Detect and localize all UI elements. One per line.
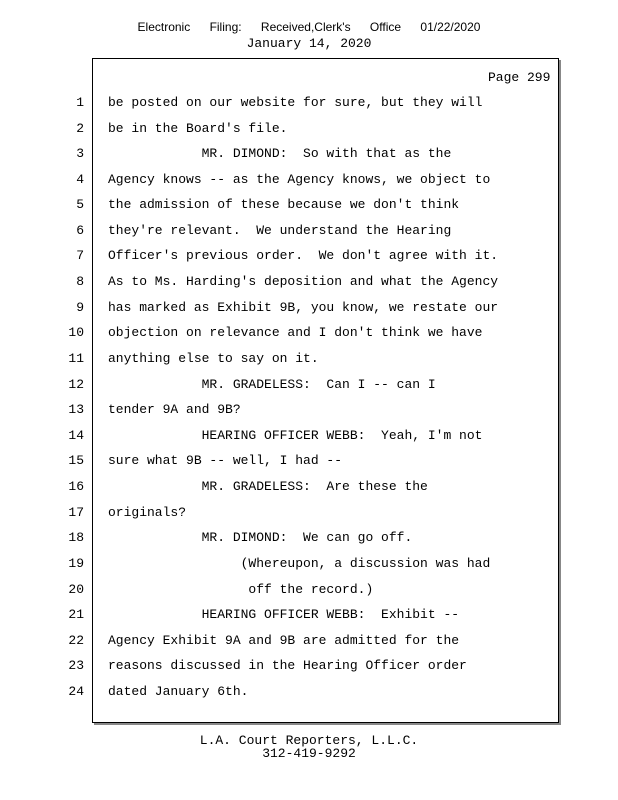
page-number: Page 299 [488,70,551,85]
line-text: Agency knows -- as the Agency knows, we object to [108,172,491,187]
line-text: HEARING OFFICER WEBB: Yeah, I'm not [108,428,483,443]
line-number: 20 [68,582,84,597]
stamp-filing: Filing: [209,20,242,34]
stamp-date: 01/22/2020 [420,20,481,34]
court-reporter-name: L.A. Court Reporters, L.L.C. [199,733,419,748]
line-number: 4 [76,172,84,187]
court-reporter-phone: 312-419-9292 [262,746,356,761]
line-number: 18 [68,530,84,545]
line-number: 5 [76,197,84,212]
line-text: MR. GRADELESS: Can I -- can I [108,377,436,392]
line-number: 15 [68,453,84,468]
line-number: 14 [68,428,84,443]
line-text: Agency Exhibit 9A and 9B are admitted for the [108,633,460,648]
line-number: 17 [68,505,84,520]
line-number: 6 [76,223,84,238]
line-number: 1 [76,95,84,110]
line-number: 13 [68,402,84,417]
line-number: 19 [68,556,84,571]
line-text: sure what 9B -- well, I had -- [108,453,343,468]
line-number: 23 [68,658,84,673]
line-text: MR. GRADELESS: Are these the [108,479,428,494]
line-number: 11 [68,351,84,366]
line-number: 2 [76,121,84,136]
stamp-electronic: Electronic [137,20,191,34]
line-text: off the record.) [108,582,374,597]
stamp-received: Received,Clerk's [260,20,351,34]
line-text: (Whereupon, a discussion was had [108,556,491,571]
line-text: tender 9A and 9B? [108,402,241,417]
line-text: dated January 6th. [108,684,249,699]
line-text: objection on relevance and I don't think we have [108,325,483,340]
line-text: originals? [108,505,187,520]
line-text: the admission of these because we don't think [108,197,460,212]
line-number: 3 [76,146,84,161]
line-text: anything else to say on it. [108,351,319,366]
line-number: 9 [76,300,84,315]
line-number: 16 [68,479,84,494]
line-number: 8 [76,274,84,289]
line-number: 10 [68,325,84,340]
line-number: 21 [68,607,84,622]
line-text: be in the Board's file. [108,121,288,136]
line-text: MR. DIMOND: So with that as the [108,146,452,161]
line-number: 12 [68,377,84,392]
filing-stamp [0,20,618,34]
line-text: be posted on our website for sure, but they will [108,95,483,110]
line-text: HEARING OFFICER WEBB: Exhibit -- [108,607,460,622]
line-text: MR. DIMOND: We can go off. [108,530,413,545]
line-number: 24 [68,684,84,699]
line-number: 22 [68,633,84,648]
line-number: 7 [76,248,84,263]
line-text: reasons discussed in the Hearing Officer order [108,658,467,673]
stamp-office: Office [369,20,402,34]
line-text: they're relevant. We understand the Hearing [108,223,452,238]
line-text: has marked as Exhibit 9B, you know, we restate our [108,300,499,315]
line-text: As to Ms. Harding's deposition and what the Agency [108,274,499,289]
transcript-date: January 14, 2020 [246,36,372,51]
line-text: Officer's previous order. We don't agree with it. [108,248,499,263]
